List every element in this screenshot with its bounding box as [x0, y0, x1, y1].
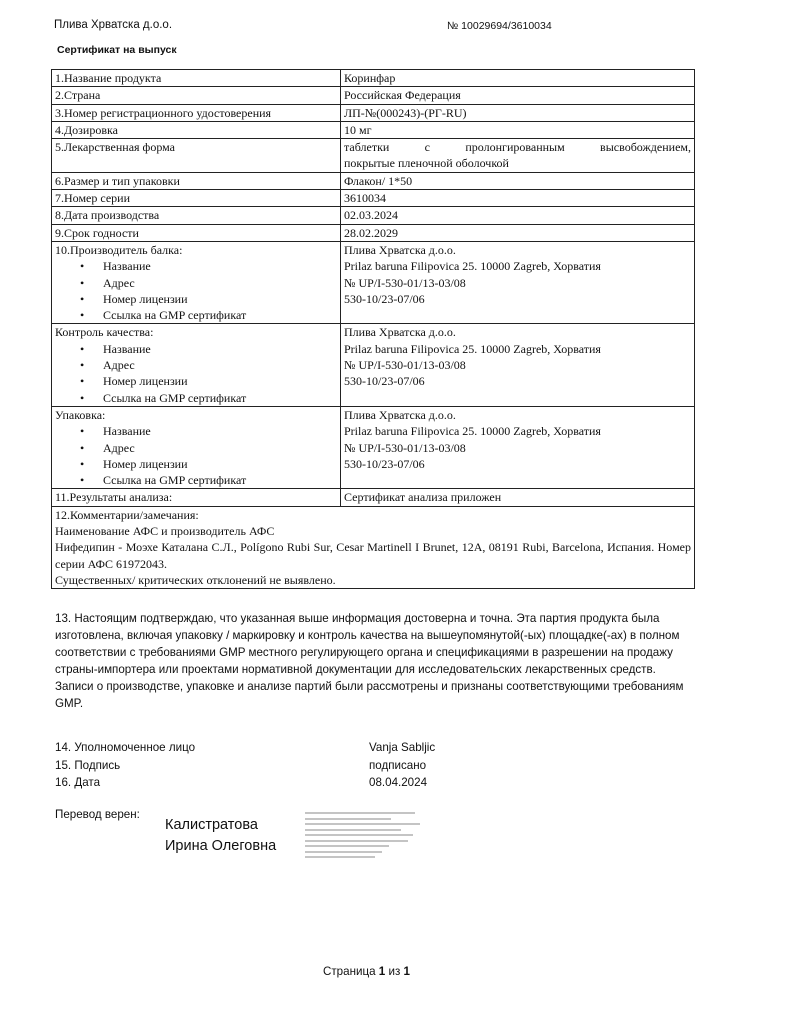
date-value: 08.04.2024	[369, 776, 428, 789]
row-label: 9.Срок годности	[52, 224, 341, 241]
document-number: № 10029694/3610034	[447, 20, 552, 32]
section-heading: Контроль качества:	[55, 325, 154, 340]
digital-signature-stamp	[305, 812, 425, 868]
manufacturer-section	[52, 241, 695, 323]
table-row	[52, 70, 695, 87]
of-word: из	[388, 965, 401, 978]
row-value: 10 мг	[341, 121, 695, 138]
certificate-table	[51, 69, 695, 589]
table-row	[52, 489, 695, 506]
dosage-form-line: покрытые пленочной оболочкой	[344, 156, 509, 171]
row-label: 8.Дата производства	[52, 207, 341, 224]
confirmation-statement: 13. Настоящим подтверждаю, что указанная выше информация достоверна и точна. Эта партия продукта была изготовлена, включая упаковку / маркировку и контроль качества на вышеупомянутой(-ых) площадке(-ах) в полном соответствии с требованиями GMP местного регулирующего органа и спецификациями в разрешении на продажу страны-импортера или проектами нормативной документации для исследовательских лекарственных средств. Записи о производстве, упаковке и анализе партий были рассмотрены и признаны соответствующими требованиям GMP.	[55, 612, 684, 710]
row-value: ЛП-№(000243)-(РГ-RU)	[341, 104, 695, 121]
table-row	[52, 224, 695, 241]
row-value	[341, 139, 695, 173]
packaging-section	[52, 406, 695, 488]
section-heading: 10.Производитель балка:	[55, 242, 183, 257]
table-row	[52, 172, 695, 189]
bullet-list	[55, 258, 337, 323]
row-label: 6.Размер и тип упаковки	[52, 172, 341, 189]
comments-line: Наименование АФС и производитель АФС	[55, 524, 275, 539]
row-value: Российская Федерация	[341, 87, 695, 104]
dosage-form-line: таблетки с пролонгированным высвобождением,	[344, 140, 691, 155]
row-label: 4.Дозировка	[52, 121, 341, 138]
authorized-person-label: 14. Уполномоченное лицо	[55, 741, 196, 754]
section-label-cell	[52, 406, 341, 488]
comments-cell	[52, 506, 695, 588]
section-value-cell	[341, 241, 695, 323]
table-row	[52, 207, 695, 224]
row-label: 5.Лекарственная форма	[52, 139, 341, 173]
value-line: № UP/I-530-01/13-03/08	[344, 358, 466, 373]
list-item: • Ссылка на GMP сертификат	[103, 472, 337, 488]
value-line: Prilaz baruna Filipovica 25. 10000 Zagreb, Хорватия	[344, 259, 601, 274]
list-item: • Номер лицензии	[103, 291, 337, 307]
table-row	[52, 139, 695, 173]
signature-label: 15. Подпись	[55, 759, 121, 772]
list-item: • Ссылка на GMP сертификат	[103, 390, 337, 406]
document-title: Сертификат на выпуск	[57, 44, 177, 56]
list-item: • Номер лицензии	[103, 373, 337, 389]
value-line: Плива Хрватска д.о.о.	[344, 325, 456, 340]
section-label-cell	[52, 324, 341, 406]
row-label: 3.Номер регистрационного удостоверения	[52, 104, 341, 121]
page-word: Страница	[323, 965, 376, 978]
translator-name-line: Калистратова	[165, 817, 258, 833]
comments-heading: 12.Комментарии/замечания:	[55, 507, 199, 522]
list-item: • Адрес	[103, 440, 337, 456]
company-name: Плива Хрватска д.о.о.	[54, 19, 173, 31]
section-value-cell	[341, 406, 695, 488]
value-line: 530-10/23-07/06	[344, 456, 425, 471]
section-label-cell	[52, 241, 341, 323]
value-line: Prilaz baruna Filipovica 25. 10000 Zagreb, Хорватия	[344, 341, 601, 356]
list-item: • Название	[103, 258, 337, 274]
comments-row	[52, 506, 695, 588]
authorized-person-value: Vanja Sabljic	[369, 741, 436, 754]
section-value-cell	[341, 324, 695, 406]
translator-name-line: Ирина Олеговна	[165, 838, 277, 854]
table-row	[52, 190, 695, 207]
row-value: Коринфар	[341, 70, 695, 87]
value-line: Плива Хрватска д.о.о.	[344, 242, 456, 257]
list-item: • Ссылка на GMP сертификат	[103, 307, 337, 323]
value-line: № UP/I-530-01/13-03/08	[344, 275, 466, 290]
value-line: Плива Хрватска д.о.о.	[344, 407, 456, 422]
bullet-list	[55, 423, 337, 488]
table-row	[52, 121, 695, 138]
page-footer	[323, 965, 410, 978]
date-label: 16. Дата	[55, 776, 101, 789]
quality-control-section	[52, 324, 695, 406]
row-value: 3610034	[341, 190, 695, 207]
list-item: • Номер лицензии	[103, 456, 337, 472]
value-line: Prilaz baruna Filipovica 25. 10000 Zagreb, Хорватия	[344, 424, 601, 439]
value-line: № UP/I-530-01/13-03/08	[344, 440, 466, 455]
list-item: • Название	[103, 341, 337, 357]
results-label: 11.Результаты анализа:	[52, 489, 341, 506]
list-item: • Адрес	[103, 275, 337, 291]
bullet-list	[55, 341, 337, 406]
row-label: 7.Номер серии	[52, 190, 341, 207]
translator-name	[165, 815, 276, 857]
list-item: • Название	[103, 423, 337, 439]
row-value: 02.03.2024	[341, 207, 695, 224]
translation-label: Перевод верен:	[55, 808, 140, 821]
page-number: 1	[378, 965, 386, 978]
value-line: 530-10/23-07/06	[344, 374, 425, 389]
row-label: 2.Страна	[52, 87, 341, 104]
row-label: 1.Название продукта	[52, 70, 341, 87]
signature-value: подписано	[369, 759, 427, 772]
section-heading: Упаковка:	[55, 407, 106, 422]
table-row	[52, 104, 695, 121]
row-value: 28.02.2029	[341, 224, 695, 241]
comments-line: Существенных/ критических отклонений не выявлено.	[55, 572, 336, 587]
value-line: 530-10/23-07/06	[344, 291, 425, 306]
results-value: Сертификат анализа приложен	[341, 489, 695, 506]
row-value: Флакон/ 1*50	[341, 172, 695, 189]
page-total: 1	[403, 965, 410, 978]
table-row	[52, 87, 695, 104]
comments-line: Нифедипин - Моэхе Каталана С.Л., Polígono Rubi Sur, Cesar Martinell I Brunet, 12A, 08191 Rubi, Barcelona, Испания. Номер серии АФС 61972043.	[55, 540, 691, 571]
list-item: • Адрес	[103, 357, 337, 373]
